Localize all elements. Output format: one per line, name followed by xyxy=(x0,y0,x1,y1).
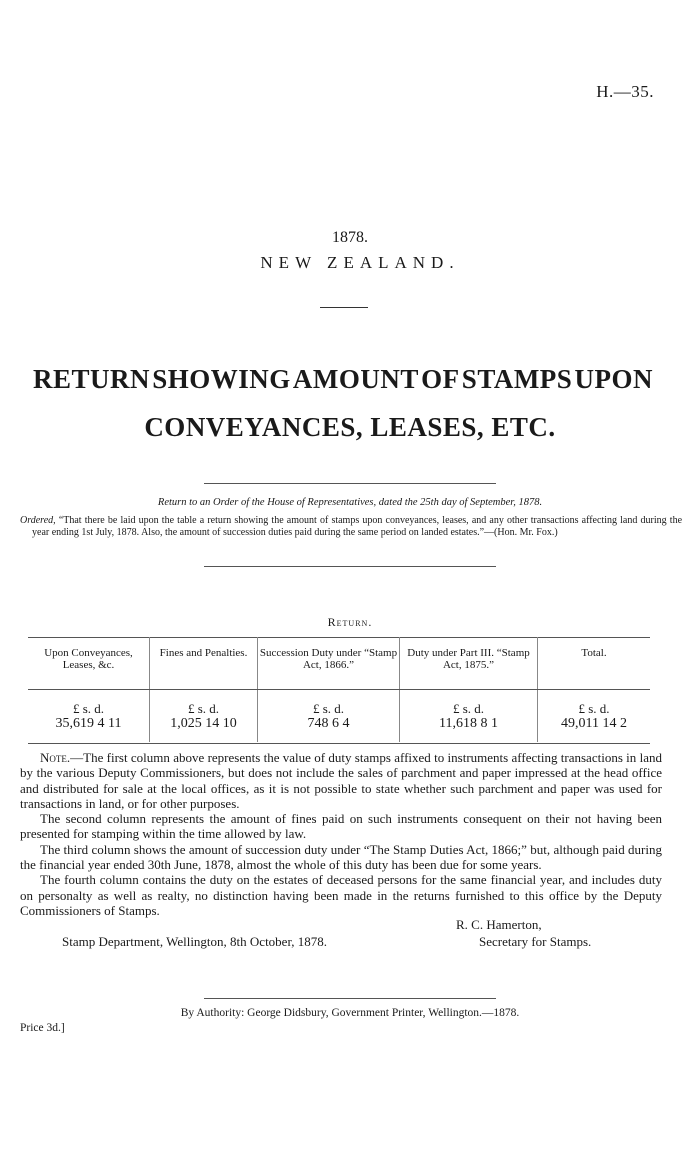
units: £ s. d. xyxy=(312,701,345,716)
header-cell: Upon Conveyances, Leases, &c. xyxy=(28,637,150,689)
value: 35,619 4 11 xyxy=(55,716,122,731)
title-word: SHOWING xyxy=(152,364,291,394)
value-cell xyxy=(258,690,400,742)
printer-imprint: By Authority: George Didsbury, Government Printer, Wellington.—1878. xyxy=(180,1007,520,1019)
note-paragraph: The third column shows the amount of succession duty under “The Stamp Duties Act, 1866;” but, although paid during the financial year ended 30th June, 1878, almost the whole of this duty has been due for some years. xyxy=(20,841,662,873)
table-header-row xyxy=(28,637,650,689)
order-caption: Return to an Order of the House of Representatives, dated the 25th day of September, 1878. xyxy=(157,497,543,508)
title-word: STAMPS xyxy=(461,364,573,394)
header-cell: Succession Duty under “Stamp Act, 1866.” xyxy=(258,637,400,689)
header-cell: Duty under Part III. “Stamp Act, 1875.” xyxy=(400,637,538,689)
header-cell: Total. xyxy=(581,647,607,659)
value: 748 6 4 xyxy=(307,716,350,731)
title-word: AMOUNT xyxy=(292,364,419,394)
table-bottom-rule xyxy=(28,743,650,744)
value: 11,618 8 1 xyxy=(439,716,498,731)
signatory-title: Secretary for Stamps. xyxy=(479,934,592,949)
value: 1,025 14 10 xyxy=(170,716,237,731)
note-paragraph xyxy=(20,750,662,811)
header-cell: Fines and Penalties. xyxy=(150,637,258,689)
value-cell xyxy=(538,690,650,742)
value-cell xyxy=(150,690,258,742)
value-cell xyxy=(400,690,538,742)
note-paragraph: The fourth column contains the duty on the estates of deceased persons for the same financial year, and includes duty on personalty as well as realty, no distinction having been made in the returns furnished to this office by the Deputy Commissioners of Stamps. xyxy=(20,872,662,918)
value-cell xyxy=(28,690,150,742)
note-section xyxy=(20,750,662,918)
short-divider xyxy=(320,307,368,308)
divider xyxy=(204,566,496,567)
units: £ s. d. xyxy=(452,701,485,716)
order-body: “That there be laid upon the table a return showing the amount of stamps upon conveyances, leases, and any other transactions affecting land during the year ending 1st July, 1878. Also, the amount of succession duties paid during the same period on landed estates.”—(Hon. Mr. Fox.) xyxy=(32,515,683,538)
country-heading: NEW ZEALAND. xyxy=(260,253,460,272)
units: £ s. d. xyxy=(72,701,105,716)
units: £ s. d. xyxy=(187,701,220,716)
price-label: Price 3d.] xyxy=(20,1022,65,1034)
order-text xyxy=(20,515,682,538)
return-heading: Return. xyxy=(327,615,373,629)
divider xyxy=(204,483,496,484)
note-text: —The first column above represents the value of duty stamps affixed to instruments affecting transactions in land by the various Deputy Commissioners, but does not include the sales of parchment and paper impressed at the head office and distributed for sale at the local offices, as it is not possible to state whether such parchment and paper was used for transactions in land, or for other purposes. xyxy=(20,750,662,811)
return-table xyxy=(28,637,650,742)
title-line-1 xyxy=(33,364,653,395)
value: 49,011 14 2 xyxy=(561,716,627,731)
page-reference: H.—35. xyxy=(596,82,654,101)
title-word: UPON xyxy=(574,364,653,394)
title-word: RETURN xyxy=(33,364,151,394)
title-word: OF xyxy=(421,364,460,394)
table-row xyxy=(28,690,650,742)
document-year: 1878. xyxy=(332,229,368,246)
signatory-name: R. C. Hamerton, xyxy=(456,917,542,932)
divider xyxy=(204,998,496,999)
department-date: Stamp Department, Wellington, 8th October, 1878. xyxy=(62,934,328,949)
units: £ s. d. xyxy=(578,701,610,716)
title-line-2: CONVEYANCES, LEASES, ETC. xyxy=(144,412,556,442)
note-paragraph: The second column represents the amount of fines paid on such instruments consequent on their not having been presented for stamping within the time allowed by law. xyxy=(20,811,662,842)
note-lead: Note. xyxy=(40,750,71,765)
order-label: Ordered, xyxy=(20,515,56,526)
